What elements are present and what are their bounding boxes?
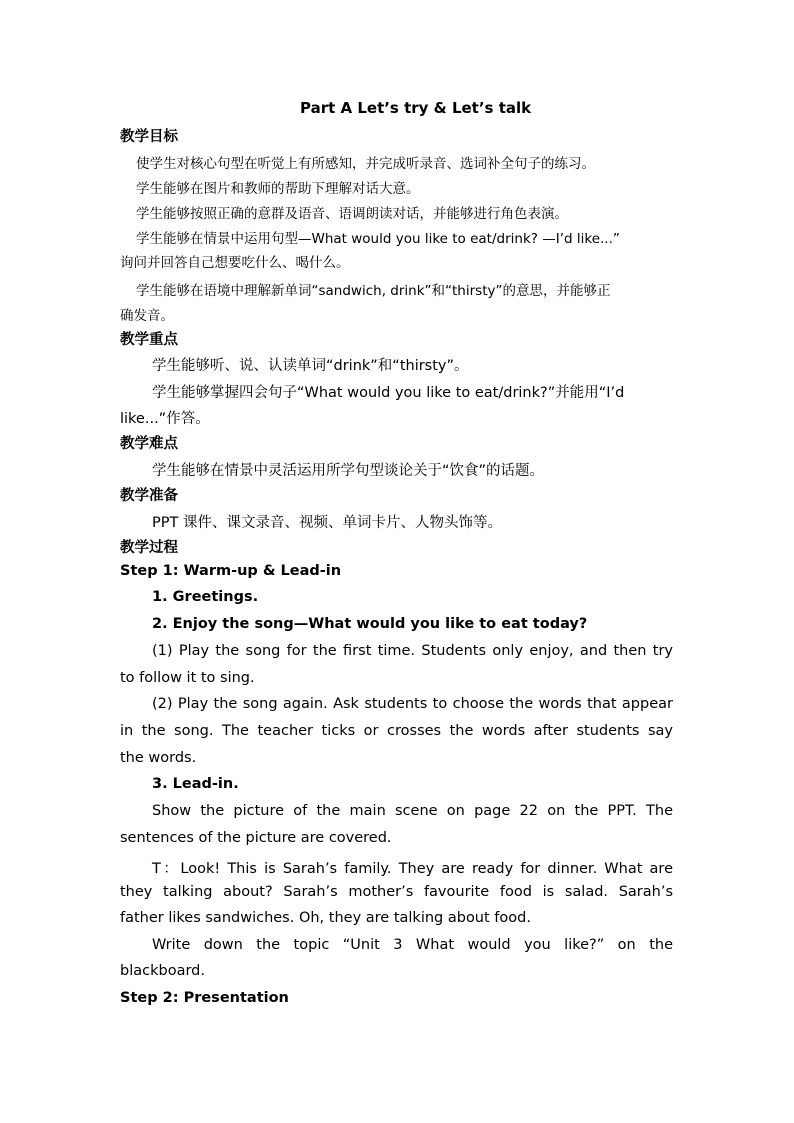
item-lead-in: 3. Lead-in. [152, 776, 239, 792]
key-point-line: 学生能够掌握四会句子“What would you like to eat/drink?”并能用“I’d [152, 385, 625, 401]
objective-line: 使学生对核心句型在听觉上有所感知，并完成听录音、选词补全句子的练习。 [136, 156, 595, 172]
objectives-heading: 教学目标 [120, 129, 178, 145]
paragraph-line: father likes sandwiches. Oh, they are talking about food. [120, 910, 531, 926]
objective-line: 学生能够在语境中理解新单词“sandwich, drink”和“thirsty”的意思，并能够正 [136, 283, 611, 299]
objective-line: 学生能够在图片和教师的帮助下理解对话大意。 [136, 181, 420, 197]
difficulty-line: 学生能够在情景中灵活运用所学句型谈论关于“饮食”的话题。 [152, 463, 545, 479]
paragraph-line: to follow it to sing. [120, 670, 255, 686]
difficulties-heading: 教学难点 [120, 436, 178, 452]
paragraph-line: Show the picture of the main scene on page 22 on the PPT. The [152, 803, 673, 819]
paragraph-line: (1) Play the song for the first time. Students only enjoy, and then try [152, 643, 673, 659]
objective-line: 确发音。 [120, 308, 174, 324]
paragraph-line: in the song. The teacher ticks or crosses the words after students say [120, 723, 673, 739]
step-1-heading: Step 1: Warm-up & Lead-in [120, 563, 342, 579]
paragraph-line: the words. [120, 750, 197, 766]
paragraph-line: blackboard. [120, 963, 205, 979]
objective-line: 学生能够在情景中运用句型—What would you like to eat/drink? —I’d like...” [136, 231, 620, 247]
paragraph-line: Write down the topic “Unit 3 What would you like?” on the [152, 937, 673, 953]
objective-line: 学生能够按照正确的意群及语音、语调朗读对话，并能够进行角色表演。 [136, 206, 568, 222]
item-enjoy-song: 2. Enjoy the song—What would you like to eat today? [152, 616, 588, 632]
paragraph-line: they talking about? Sarah’s mother’s favourite food is salad. Sarah’s [120, 884, 673, 900]
key-points-heading: 教学重点 [120, 332, 178, 348]
preparation-heading: 教学准备 [120, 488, 178, 504]
item-greetings: 1. Greetings. [152, 589, 259, 605]
step-2-heading: Step 2: Presentation [120, 990, 289, 1006]
preparation-line: PPT 课件、课文录音、视频、单词卡片、人物头饰等。 [152, 515, 502, 531]
process-heading: 教学过程 [120, 540, 178, 556]
key-point-line: 学生能够听、说、认读单词“drink”和“thirsty”。 [152, 358, 469, 374]
paragraph-line: (2) Play the song again. Ask students to choose the words that appear [152, 696, 673, 712]
paragraph-line: T：Look! This is Sarah’s family. They are ready for dinner. What are [152, 861, 673, 877]
key-point-line: like...”作答。 [120, 411, 210, 427]
paragraph-line: sentences of the picture are covered. [120, 830, 392, 846]
objective-line: 询问并回答自己想要吃什么、喝什么。 [120, 255, 350, 271]
page-title: Part A Let’s try & Let’s talk [300, 99, 532, 117]
